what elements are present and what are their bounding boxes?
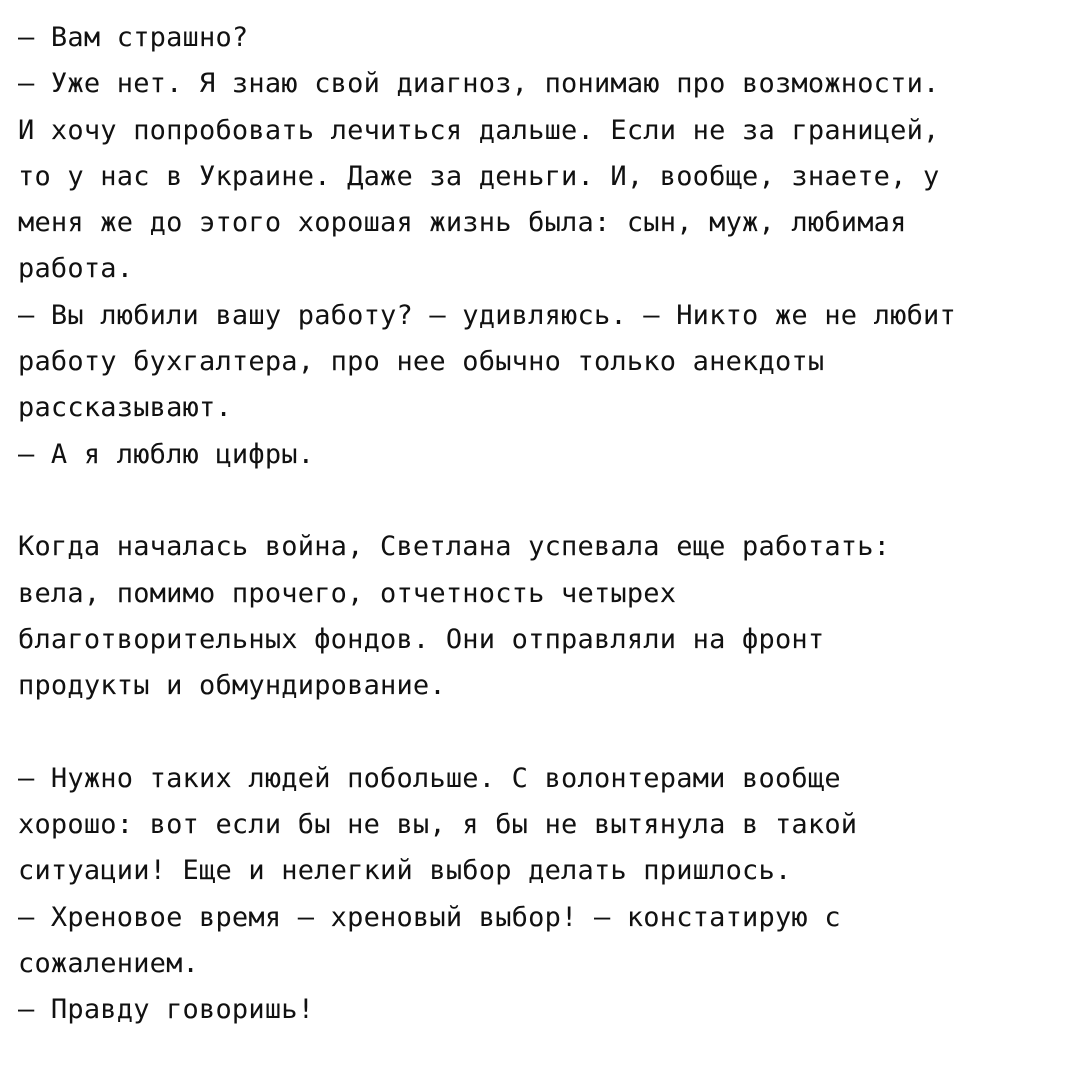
document-page bbox=[18, 15, 1068, 1034]
text-line: — А я люблю цифры. bbox=[18, 438, 315, 470]
text-line: то у нас в Украине. Даже за деньги. И, вообще, знаете, у bbox=[18, 160, 940, 192]
text-line: вела, помимо прочего, отчетность четырех bbox=[18, 577, 677, 609]
paragraph-gap bbox=[18, 709, 1068, 755]
text-line: рассказывают. bbox=[18, 392, 232, 424]
text-line: благотворительных фондов. Они отправляли на фронт bbox=[18, 623, 825, 655]
paragraph-gap bbox=[18, 478, 1068, 524]
text-line: меня же до этого хорошая жизнь была: сын, муж, любимая bbox=[18, 207, 907, 239]
text-line: сожалением. bbox=[18, 947, 200, 979]
text-line: — Нужно таких людей побольше. С волонтерами вообще bbox=[18, 762, 841, 794]
text-line: работа. bbox=[18, 253, 134, 285]
text-line: работу бухгалтера, про нее обычно только анекдоты bbox=[18, 346, 825, 378]
text-line: хорошо: вот если бы не вы, я бы не вытянула в такой bbox=[18, 809, 858, 841]
text-line: Когда началась война, Светлана успевала еще работать: bbox=[18, 531, 891, 563]
text-line: — Вам страшно? bbox=[18, 22, 249, 53]
text-line: — Вы любили вашу работу? — удивляюсь. — Никто же не любит bbox=[18, 299, 956, 331]
text-line: И хочу попробовать лечиться дальше. Если не за границей, bbox=[18, 114, 940, 146]
text-line: — Правду говоришь! bbox=[18, 994, 315, 1026]
text-line: — Хреновое время — хреновый выбор! — констатирую с bbox=[18, 901, 841, 933]
text-line: ситуации! Еще и нелегкий выбор делать пришлось. bbox=[18, 855, 792, 887]
text-line: продукты и обмундирование. bbox=[18, 670, 446, 702]
text-line: — Уже нет. Я знаю свой диагноз, понимаю про возможности. bbox=[18, 68, 940, 100]
